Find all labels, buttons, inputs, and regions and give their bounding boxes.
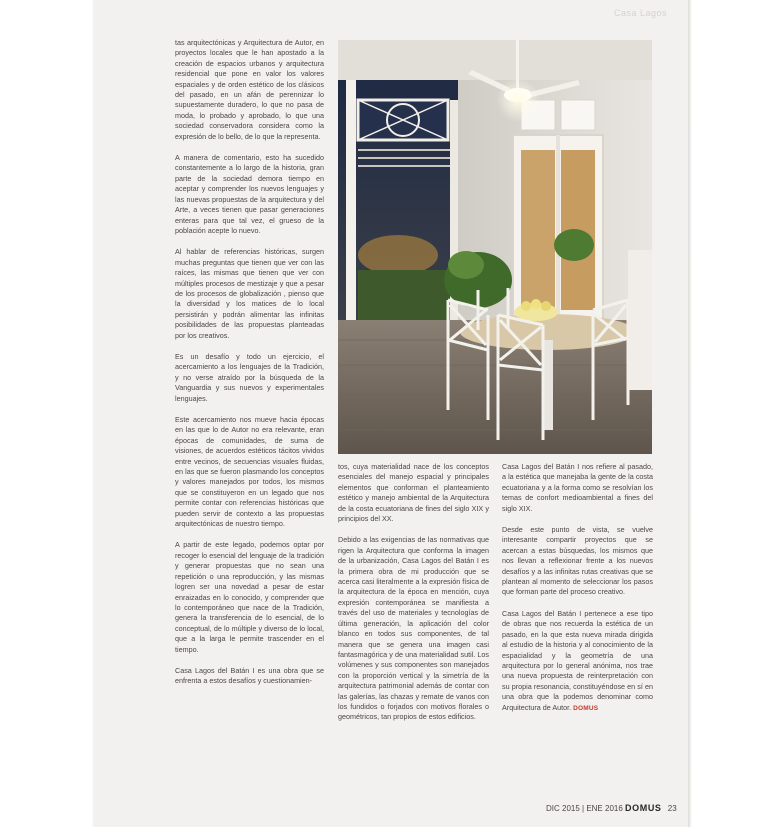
paragraph-final xyxy=(502,609,653,714)
article-column-3 xyxy=(502,462,653,725)
paragraph: Desde este punto de vista, se vuelve interesante compartir proyectos que se acercan a estas búsquedas, los mismos que nos llevan a reflexionar frente a los nuevos desafíos y a las infinitas rutas creativas que se plantean al momento de seleccionar los pasos que forman parte del proceso creativo. xyxy=(502,525,653,597)
paragraph: Casa Lagos del Batán I nos refiere al pasado, a la estética que manejaba la gente de la costa ecuatoriana y a la forma como se resolvían los temas de confort medioambiental a fines del siglo XIX. xyxy=(502,462,653,513)
paragraph: A partir de este legado, podemos optar por recoger lo esencial del lenguaje de la tradición y generar propuestas que no sean una repetición o una reproducción, y las mismas logren ser una novedad a pesar de estar enraizadas en lo conocido, y comprender que lo contemporáneo que nace de la Tradición, genera la transferencia de lo esencial, de lo conceptual, de lo múltiple y diverso de lo local, que a la larga le permite trascender en el tiempo. xyxy=(175,540,324,654)
footer-brand: DOMUS xyxy=(625,803,662,813)
paragraph: Este acercamiento nos mueve hacia épocas en las que lo de Autor no era relevante, eran épocas de comunidades, de suma de visiones, de acuerdos estéticos tácitos vividos entre vecinos, de secuencias visuales fluidas, en las que se fueron plasmando los conceptos y valores manejados por todos, los mismos que se constituyeron en un legado que nos permite contar con referencias históricas que pueden servir de contexto a las propuestas arquitectónicas de nuestro tiempo. xyxy=(175,415,324,529)
page-footer xyxy=(546,803,677,813)
section-tag: Casa Lagos xyxy=(614,8,668,18)
article-column-1 xyxy=(175,38,324,698)
paragraph-final-text: Casa Lagos del Batán I pertenece a ese tipo de obras que nos recuerda la estética de un pasado, en la que esta nueva mirada dirigida al estudio de la historia y al conocimiento de la espacialidad y la geometría de una arquitectura por lo general anónima, nos trae una nueva propuesta de reinterpretación con su propia resonancia, constituyéndose en sí en una obra que la podemos denominar como Arquitectura de Autor. xyxy=(502,608,653,712)
page-edge xyxy=(688,0,692,827)
interior-photo xyxy=(338,40,652,454)
paragraph: Debido a las exigencias de las normativas que rigen la Arquitectura que conforma la imagen de la urbanización, Casa Lagos del Batán I es la primera obra de mi producción que se acerca casi literalmente a la expresión física de la arquitectura de la época en mención, cuya expresión contemporánea se manifiesta a través del uso de materiales y tecnologías de última generación, la aplicación del color blanco en todos sus componentes, de tal manera que se genera una imagen casi fantasmagórica y de una materialidad sutil. Los volúmenes y sus componentes son manejados con la proporción vertical y la simetría de la arquitectura patrimonial además de contar con las galerías, las chazas y remate de vanos con los fundidos o forjados con motivos florales o geométricos, tan propios de estos edificios. xyxy=(338,535,490,722)
paragraph: tas arquitectónicas y Arquitectura de Autor, en proyectos locales que le han apostado a la creación de espacios urbanos y arquitectura residencial que pone en valor los valores espaciales y de orden estético de los clásicos del pasado, en un afán de perennizar lo supuestamente duradero, lo que no pasa de moda, lo probado y aprobado, lo que una sociedad conservadora considera como la expresión de lo bello, de lo que la representa. xyxy=(175,38,324,141)
paragraph: Al hablar de referencias históricas, surgen muchas preguntas que tienen que ver con las raíces, las mismas que tienen que ver con múltiples procesos de mestizaje y que a pesar de los procesos de globalización , pienso que la diversidad y los matices de lo local persistirán y podrán alimentar las infinitas posibilidades de las propuestas planteadas por los creativos. xyxy=(175,247,324,340)
end-mark: DOMUS xyxy=(573,704,599,712)
paragraph: A manera de comentario, esto ha sucedido constantemente a lo largo de la historia, gran parte de la sociedad demora tiempo en aceptar y comprender los nuevos lenguajes y las nuevas propuestas de la arquitectura y del Arte, a veces tienen que pasar generaciones enteras para que tal vez, el grueso de la población acepte lo nuevo. xyxy=(175,153,324,235)
paragraph: Es un desafío y todo un ejercicio, el acercamiento a los lenguajes de la Tradición, y no verse atraído por la búsqueda de la Vanguardia y sus nuevos y experimentales lenguajes. xyxy=(175,351,324,403)
page-number: 23 xyxy=(667,804,677,813)
article-column-2 xyxy=(338,462,489,734)
dining-terrace-illustration xyxy=(338,40,652,454)
paragraph: Casa Lagos del Batán I es una obra que se enfrenta a estos desafíos y cuestionamien- xyxy=(175,665,324,686)
issue-date: DIC 2015 | ENE 2016 xyxy=(546,804,623,813)
paragraph: tos, cuya materialidad nace de los conceptos esenciales del manejo espacial y principales elementos que conforman el planteamiento estético y manejo ambiental de la Arquitectura de la costa ecuatoriana de fines del siglo XIX y principios del XX. xyxy=(338,462,489,524)
